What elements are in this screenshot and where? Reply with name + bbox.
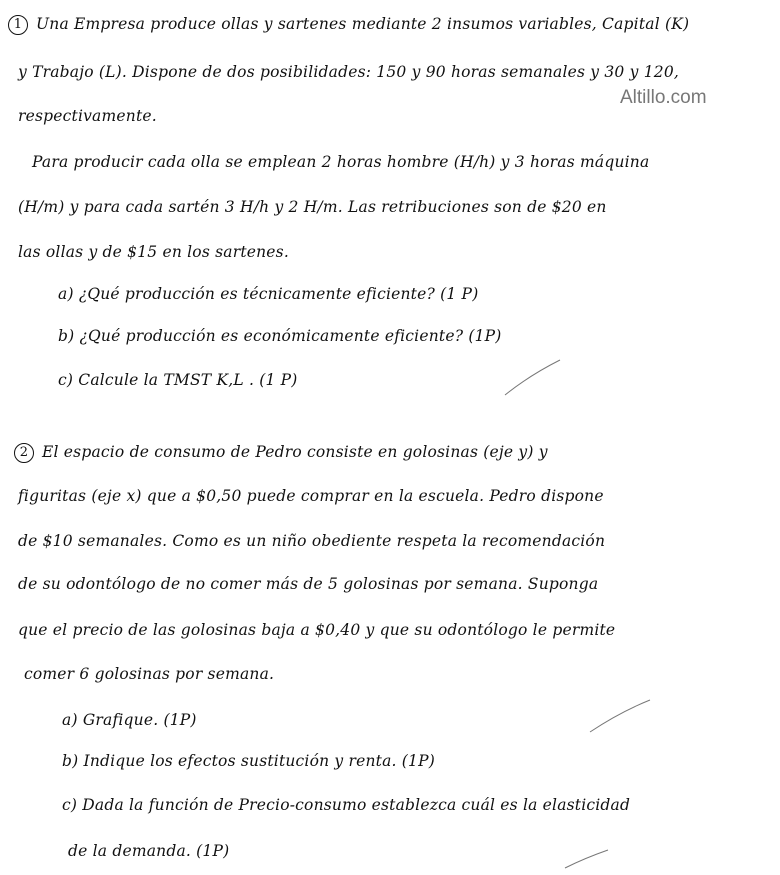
- pen-stroke-1: [505, 360, 560, 395]
- problem1-line-4: Para producir cada olla se emplean 2 horas hombre (H/h) y 3 horas máquina: [32, 153, 650, 171]
- problem-number-1: 1: [8, 15, 28, 35]
- problem2-line-4: de su odontólogo de no comer más de 5 golosinas por semana. Suponga: [18, 575, 599, 593]
- problem2-line-2: figuritas (eje x) que a $0,50 puede comprar en la escuela. Pedro dispone: [18, 487, 604, 505]
- problem2-line-5: que el precio de las golosinas baja a $0,40 y que su odontólogo le permite: [18, 621, 616, 639]
- problem1-question-b: b) ¿Qué producción es económicamente eficiente? (1P): [58, 327, 502, 345]
- problem1-question-c: c) Calcule la TMST K,L . (1 P): [58, 371, 298, 389]
- problem2-line-3: de $10 semanales. Como es un niño obediente respeta la recomendación: [18, 532, 606, 550]
- pen-stroke-3: [565, 850, 608, 868]
- watermark: Altillo.com: [620, 87, 707, 108]
- problem-number-2: 2: [14, 443, 34, 463]
- problem2-question-c: c) Dada la función de Precio-consumo establezca cuál es la elasticidad: [62, 796, 631, 814]
- problem2-line-6: comer 6 golosinas por semana.: [24, 665, 275, 683]
- problem2-question-a: a) Grafique. (1P): [62, 711, 197, 729]
- problem1-line-1: 1 Una Empresa produce ollas y sartenes mediante 2 insumos variables, Capital (K): [8, 15, 689, 35]
- problem2-line-1: 2 El espacio de consumo de Pedro consiste en golosinas (eje y) y: [14, 443, 548, 463]
- problem1-line-2: y Trabajo (L). Dispone de dos posibilidades: 150 y 90 horas semanales y 30 y 120,: [18, 63, 680, 81]
- problem1-line-3: respectivamente.: [18, 107, 157, 125]
- problem1-question-a: a) ¿Qué producción es técnicamente eficiente? (1 P): [58, 285, 479, 303]
- problem2-question-b: b) Indique los efectos sustitución y renta. (1P): [62, 752, 435, 770]
- pen-stroke-2: [590, 700, 650, 732]
- problem1-line-5: (H/m) y para cada sartén 3 H/h y 2 H/m. Las retribuciones son de $20 en: [18, 198, 607, 216]
- problem1-line-6: las ollas y de $15 en los sartenes.: [18, 243, 289, 261]
- problem2-question-c-cont: de la demanda. (1P): [68, 842, 230, 860]
